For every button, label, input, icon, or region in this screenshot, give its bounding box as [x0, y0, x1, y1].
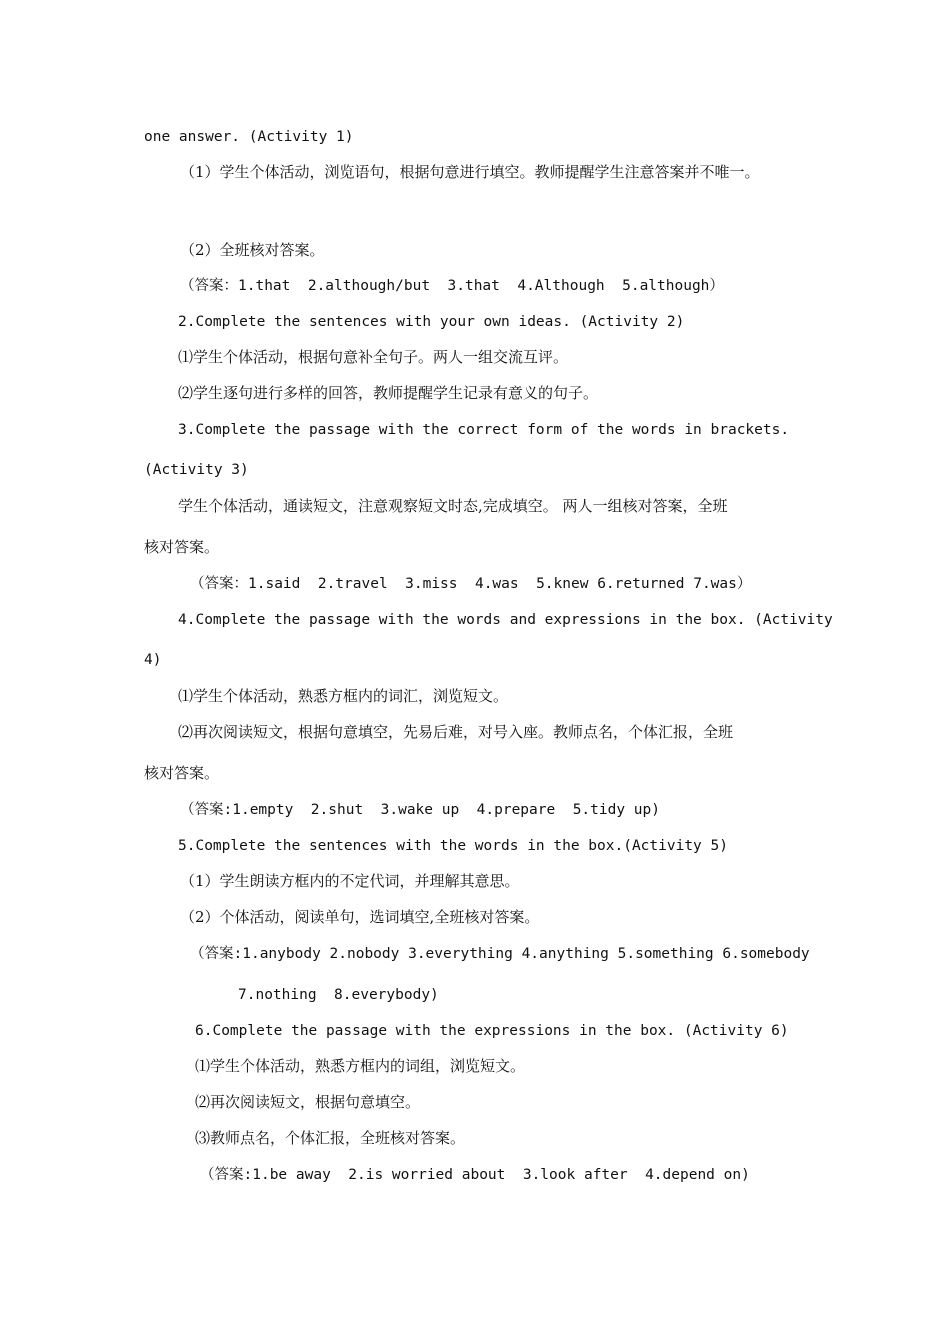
text-line: one answer. (Activity 1) [144, 129, 354, 145]
text-line: （答案:1.be away 2.is worried about 3.look after 4.depend on) [200, 1167, 750, 1183]
text-line: （答案:1.anybody 2.nobody 3.everything 4.anything 5.something 6.somebody [190, 946, 810, 962]
text-line: 4.Complete the passage with the words and expressions in the box. (Activity [178, 612, 833, 628]
text-line: （1）学生朗读方框内的不定代词，并理解其意思。 [180, 872, 520, 890]
text-line: 学生个体活动，通读短文，注意观察短文时态,完成填空。 两人一组核对答案，全班 [178, 497, 728, 515]
text-line: （答案:1.empty 2.shut 3.wake up 4.prepare 5.tidy up) [180, 802, 660, 818]
text-line: 6.Complete the passage with the expressions in the box. (Activity 6) [195, 1023, 789, 1039]
text-line: 2.Complete the sentences with your own ideas. (Activity 2) [178, 314, 685, 330]
text-line: （1）学生个体活动，浏览语句，根据句意进行填空。教师提醒学生注意答案并不唯一。 [180, 163, 760, 181]
text-line: 核对答案。 [144, 764, 220, 782]
text-line: ⑵再次阅读短文，根据句意填空。 [195, 1093, 421, 1111]
text-line: 7.nothing 8.everybody) [238, 987, 439, 1003]
text-line: ⑵学生逐句进行多样的回答，教师提醒学生记录有意义的句子。 [178, 384, 599, 402]
text-line: （答案：1.said 2.travel 3.miss 4.was 5.knew 6.returned 7.was） [190, 576, 752, 592]
text-line: （2）全班核对答案。 [180, 241, 325, 259]
text-line: 5.Complete the sentences with the words in the box.(Activity 5) [178, 838, 728, 854]
text-line: ⑴学生个体活动，熟悉方框内的词汇，浏览短文。 [178, 687, 509, 705]
text-line: 核对答案。 [144, 538, 220, 556]
text-line: （答案：1.that 2.although/but 3.that 4.Although 5.although） [180, 278, 724, 294]
text-line: ⑶教师点名，个体汇报，全班核对答案。 [195, 1129, 466, 1147]
text-line: 3.Complete the passage with the correct form of the words in brackets. [178, 422, 790, 438]
text-line: 4) [144, 652, 162, 668]
text-line: （2）个体活动，阅读单句，选词填空,全班核对答案。 [180, 908, 540, 926]
text-line: ⑴学生个体活动，熟悉方框内的词组，浏览短文。 [195, 1057, 526, 1075]
text-line: ⑴学生个体活动，根据句意补全句子。两人一组交流互评。 [178, 348, 569, 366]
text-line: ⑵再次阅读短文，根据句意填空，先易后难，对号入座。教师点名，个体汇报，全班 [178, 723, 734, 741]
text-line: (Activity 3) [144, 462, 249, 478]
